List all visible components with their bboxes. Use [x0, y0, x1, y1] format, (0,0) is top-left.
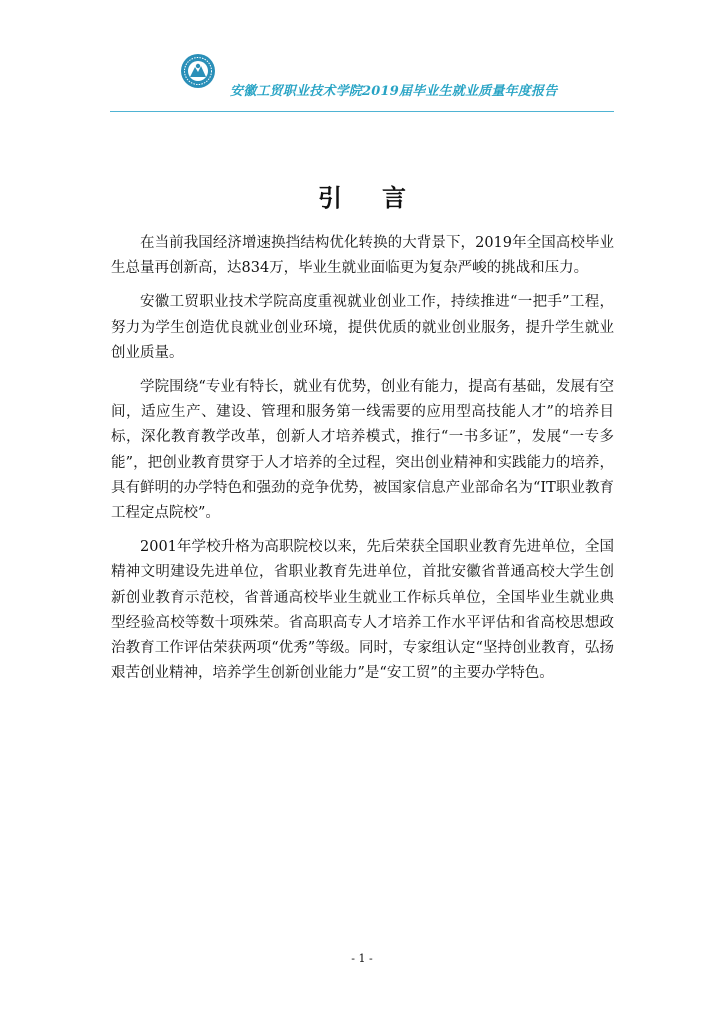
- paragraph-2: 安徽工贸职业技术学院高度重视就业创业工作，持续推进“一把手”工程，努力为学生创造优良就业创业环境，提供优质的就业创业服务，提升学生就业创业质量。: [111, 294, 614, 361]
- body-text: [111, 231, 614, 695]
- page-number: - 1 -: [351, 952, 373, 965]
- school-seal-icon: [180, 53, 216, 89]
- report-header-title: 安徽工贸职业技术学院2019届毕业生就业质量年度报告: [230, 84, 558, 99]
- section-title: 引言: [318, 184, 446, 212]
- paragraph-3: 学院围绕“专业有特长，就业有优势，创业有能力，提高有基础，发展有空间，适应生产、建设、管理和服务第一线需要的应用型高技能人才”的培养目标，深化教育教学改革，创新人才培养模式，推行“一书多证”，发展“一专多能”，把创业教育贯穿于人才培养的全过程，突出创业精神和实践能力的培养，具有鲜明的办学特色和强劲的竞争优势，被国家信息产业部命名为“IT职业教育工程定点院校”。: [111, 379, 614, 522]
- paragraph-1: 在当前我国经济增速换挡结构优化转换的大背景下，2019年全国高校毕业生总量再创新高，达834万，毕业生就业面临更为复杂严峻的挑战和压力。: [111, 235, 614, 277]
- page-header: [110, 50, 614, 112]
- header-divider: [110, 111, 614, 112]
- paragraph-4: 2001年学校升格为高职院校以来，先后荣获全国职业教育先进单位，全国精神文明建设先进单位，省职业教育先进单位，首批安徽省普通高校大学生创新创业教育示范校，省普通高校毕业生就业工作标兵单位，全国毕业生就业典型经验高校等数十项殊荣。省高职高专人才培养工作水平评估和省高校思想政治教育工作评估荣获两项“优秀”等级。同时，专家组认定“坚持创业教育，弘扬艰苦创业精神，培养学生创新创业能力”是“安工贸”的主要办学特色。: [111, 539, 614, 682]
